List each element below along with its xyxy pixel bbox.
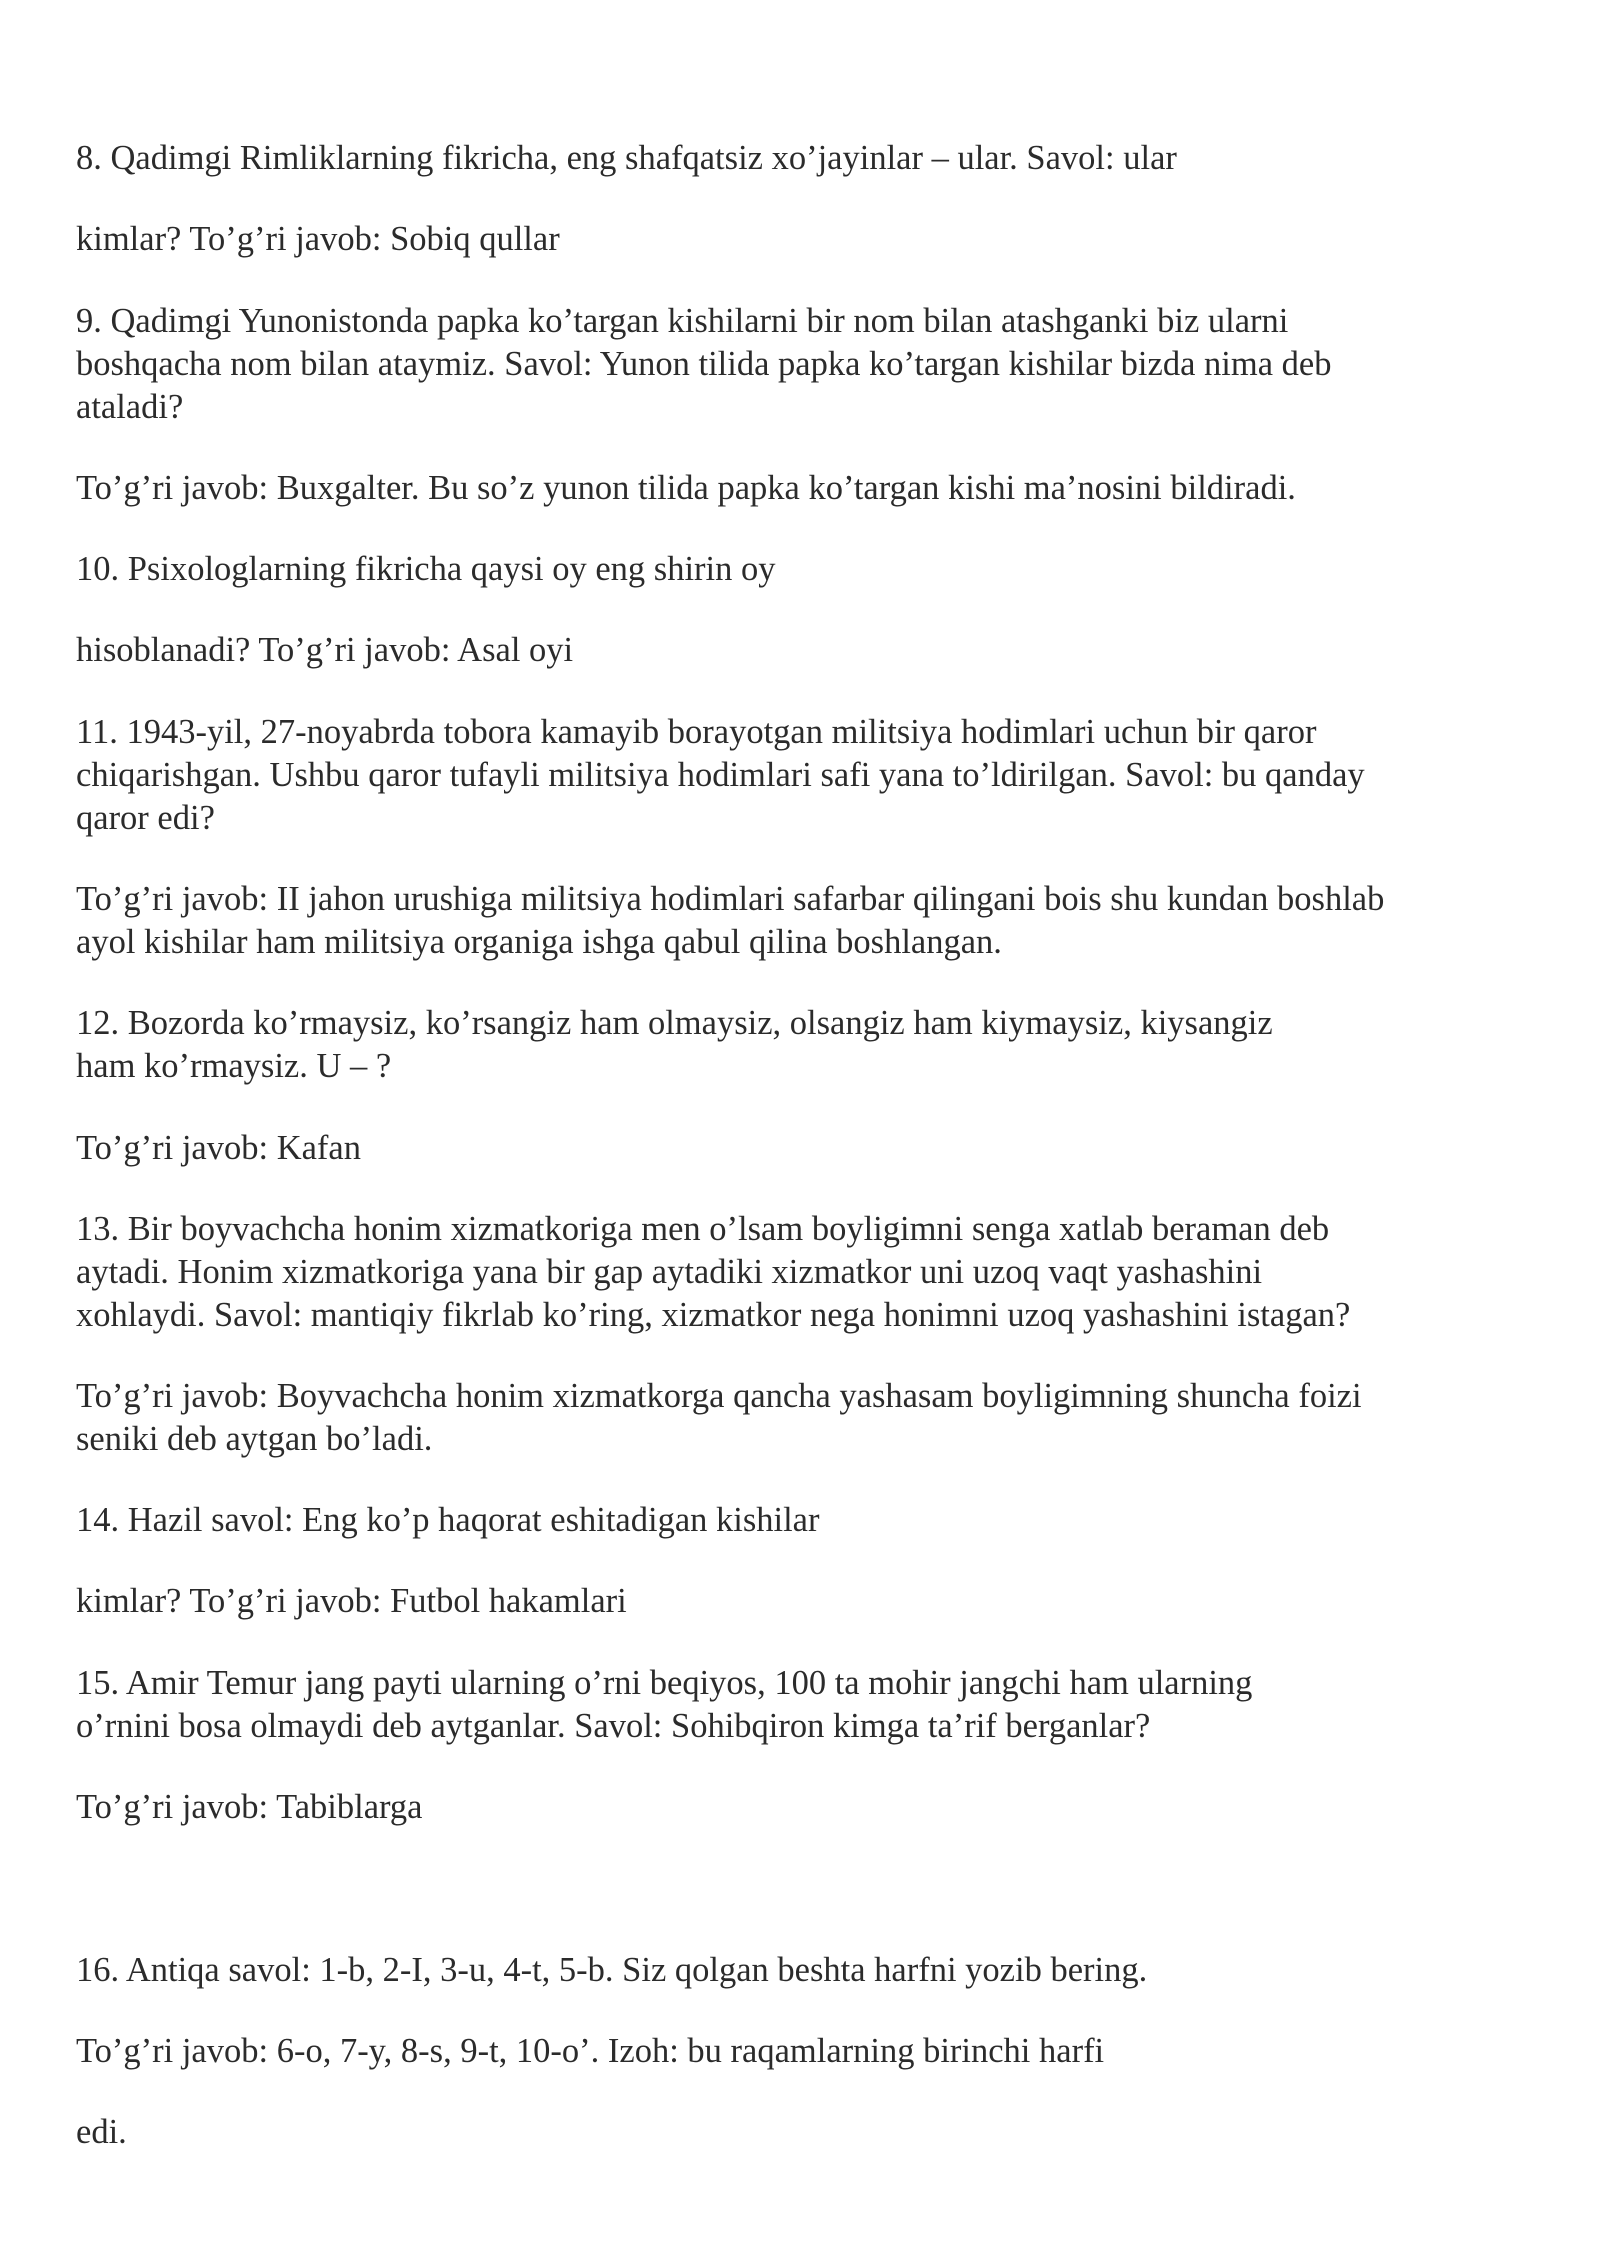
paragraph-q15: 15. Amir Temur jang payti ularning o’rni beqiyos, 100 ta mohir jangchi ham ularning o’rnini bosa olmaydi deb aytganlar. Savol: Sohibqiron kimga ta’rif berganlar? (76, 1664, 1253, 1745)
paragraph-q16: 16. Antiqa savol: 1-b, 2-I, 3-u, 4-t, 5-b. Siz qolgan beshta harfni yozib bering. (76, 1951, 1148, 1989)
paragraph-q9-answer: To’g’ri javob: Buxgalter. Bu so’z yunon tilida papka ko’targan kishi ma’nosini bildiradi. (76, 469, 1296, 507)
paragraph-q12-answer: To’g’ri javob: Kafan (76, 1129, 361, 1167)
paragraph-q11: 11. 1943-yil, 27-noyabrda tobora kamayib borayotgan militsiya hodimlari uchun bir qaror chiqarishgan. Ushbu qaror tufayli militsiya hodimlari safi yana to’ldirilgan. Savol: bu qanday qaror edi? (76, 713, 1365, 837)
paragraph-q8-answer: kimlar? To’g’ri javob: Sobiq qullar (76, 220, 560, 258)
paragraph-q10-answer: hisoblanadi? To’g’ri javob: Asal oyi (76, 631, 574, 669)
paragraph-q12: 12. Bozorda ko’rmaysiz, ko’rsangiz ham olmaysiz, olsangiz ham kiymaysiz, kiysangiz ham ko’rmaysiz. U – ? (76, 1004, 1273, 1085)
paragraph-q15-answer: To’g’ri javob: Tabiblarga (76, 1788, 423, 1826)
paragraph-q11-answer: To’g’ri javob: II jahon urushiga militsiya hodimlari safarbar qilingani bois shu kundan boshlab ayol kishilar ham militsiya organiga ishga qabul qilina boshlangan. (76, 880, 1385, 961)
paragraph-q16-answer: To’g’ri javob: 6-o, 7-y, 8-s, 9-t, 10-o’. Izoh: bu raqamlarning birinchi harfi (76, 2032, 1105, 2070)
paragraph-q8: 8. Qadimgi Rimliklarning fikricha, eng shafqatsiz xo’jayinlar – ular. Savol: ular (76, 139, 1177, 177)
paragraph-q13: 13. Bir boyvachcha honim xizmatkoriga men o’lsam boyligimni senga xatlab beraman deb aytadi. Honim xizmatkoriga yana bir gap aytadiki xizmatkor uni uzoq vaqt yashashini xohlaydi. Savol: mantiqiy fikrlab ko’ring, xizmatkor nega honimni uzoq yashashini istagan? (76, 1210, 1351, 1334)
paragraph-q14-answer: kimlar? To’g’ri javob: Futbol hakamlari (76, 1582, 627, 1620)
paragraph-q10: 10. Psixologlarning fikricha qaysi oy eng shirin oy (76, 550, 776, 588)
paragraph-q9: 9. Qadimgi Yunonistonda papka ko’targan kishilarni bir nom bilan atashganki biz ularni boshqacha nom bilan ataymiz. Savol: Yunon tilida papka ko’targan kishilar bizda nima deb ataladi? (76, 302, 1332, 426)
paragraph-q16-answer-end: edi. (76, 2113, 127, 2151)
paragraph-q13-answer: To’g’ri javob: Boyvachcha honim xizmatkorga qancha yashasam boyligimning shuncha foizi seniki deb aytgan bo’ladi. (76, 1377, 1362, 1458)
paragraph-q14: 14. Hazil savol: Eng ko’p haqorat eshitadigan kishilar (76, 1501, 820, 1539)
